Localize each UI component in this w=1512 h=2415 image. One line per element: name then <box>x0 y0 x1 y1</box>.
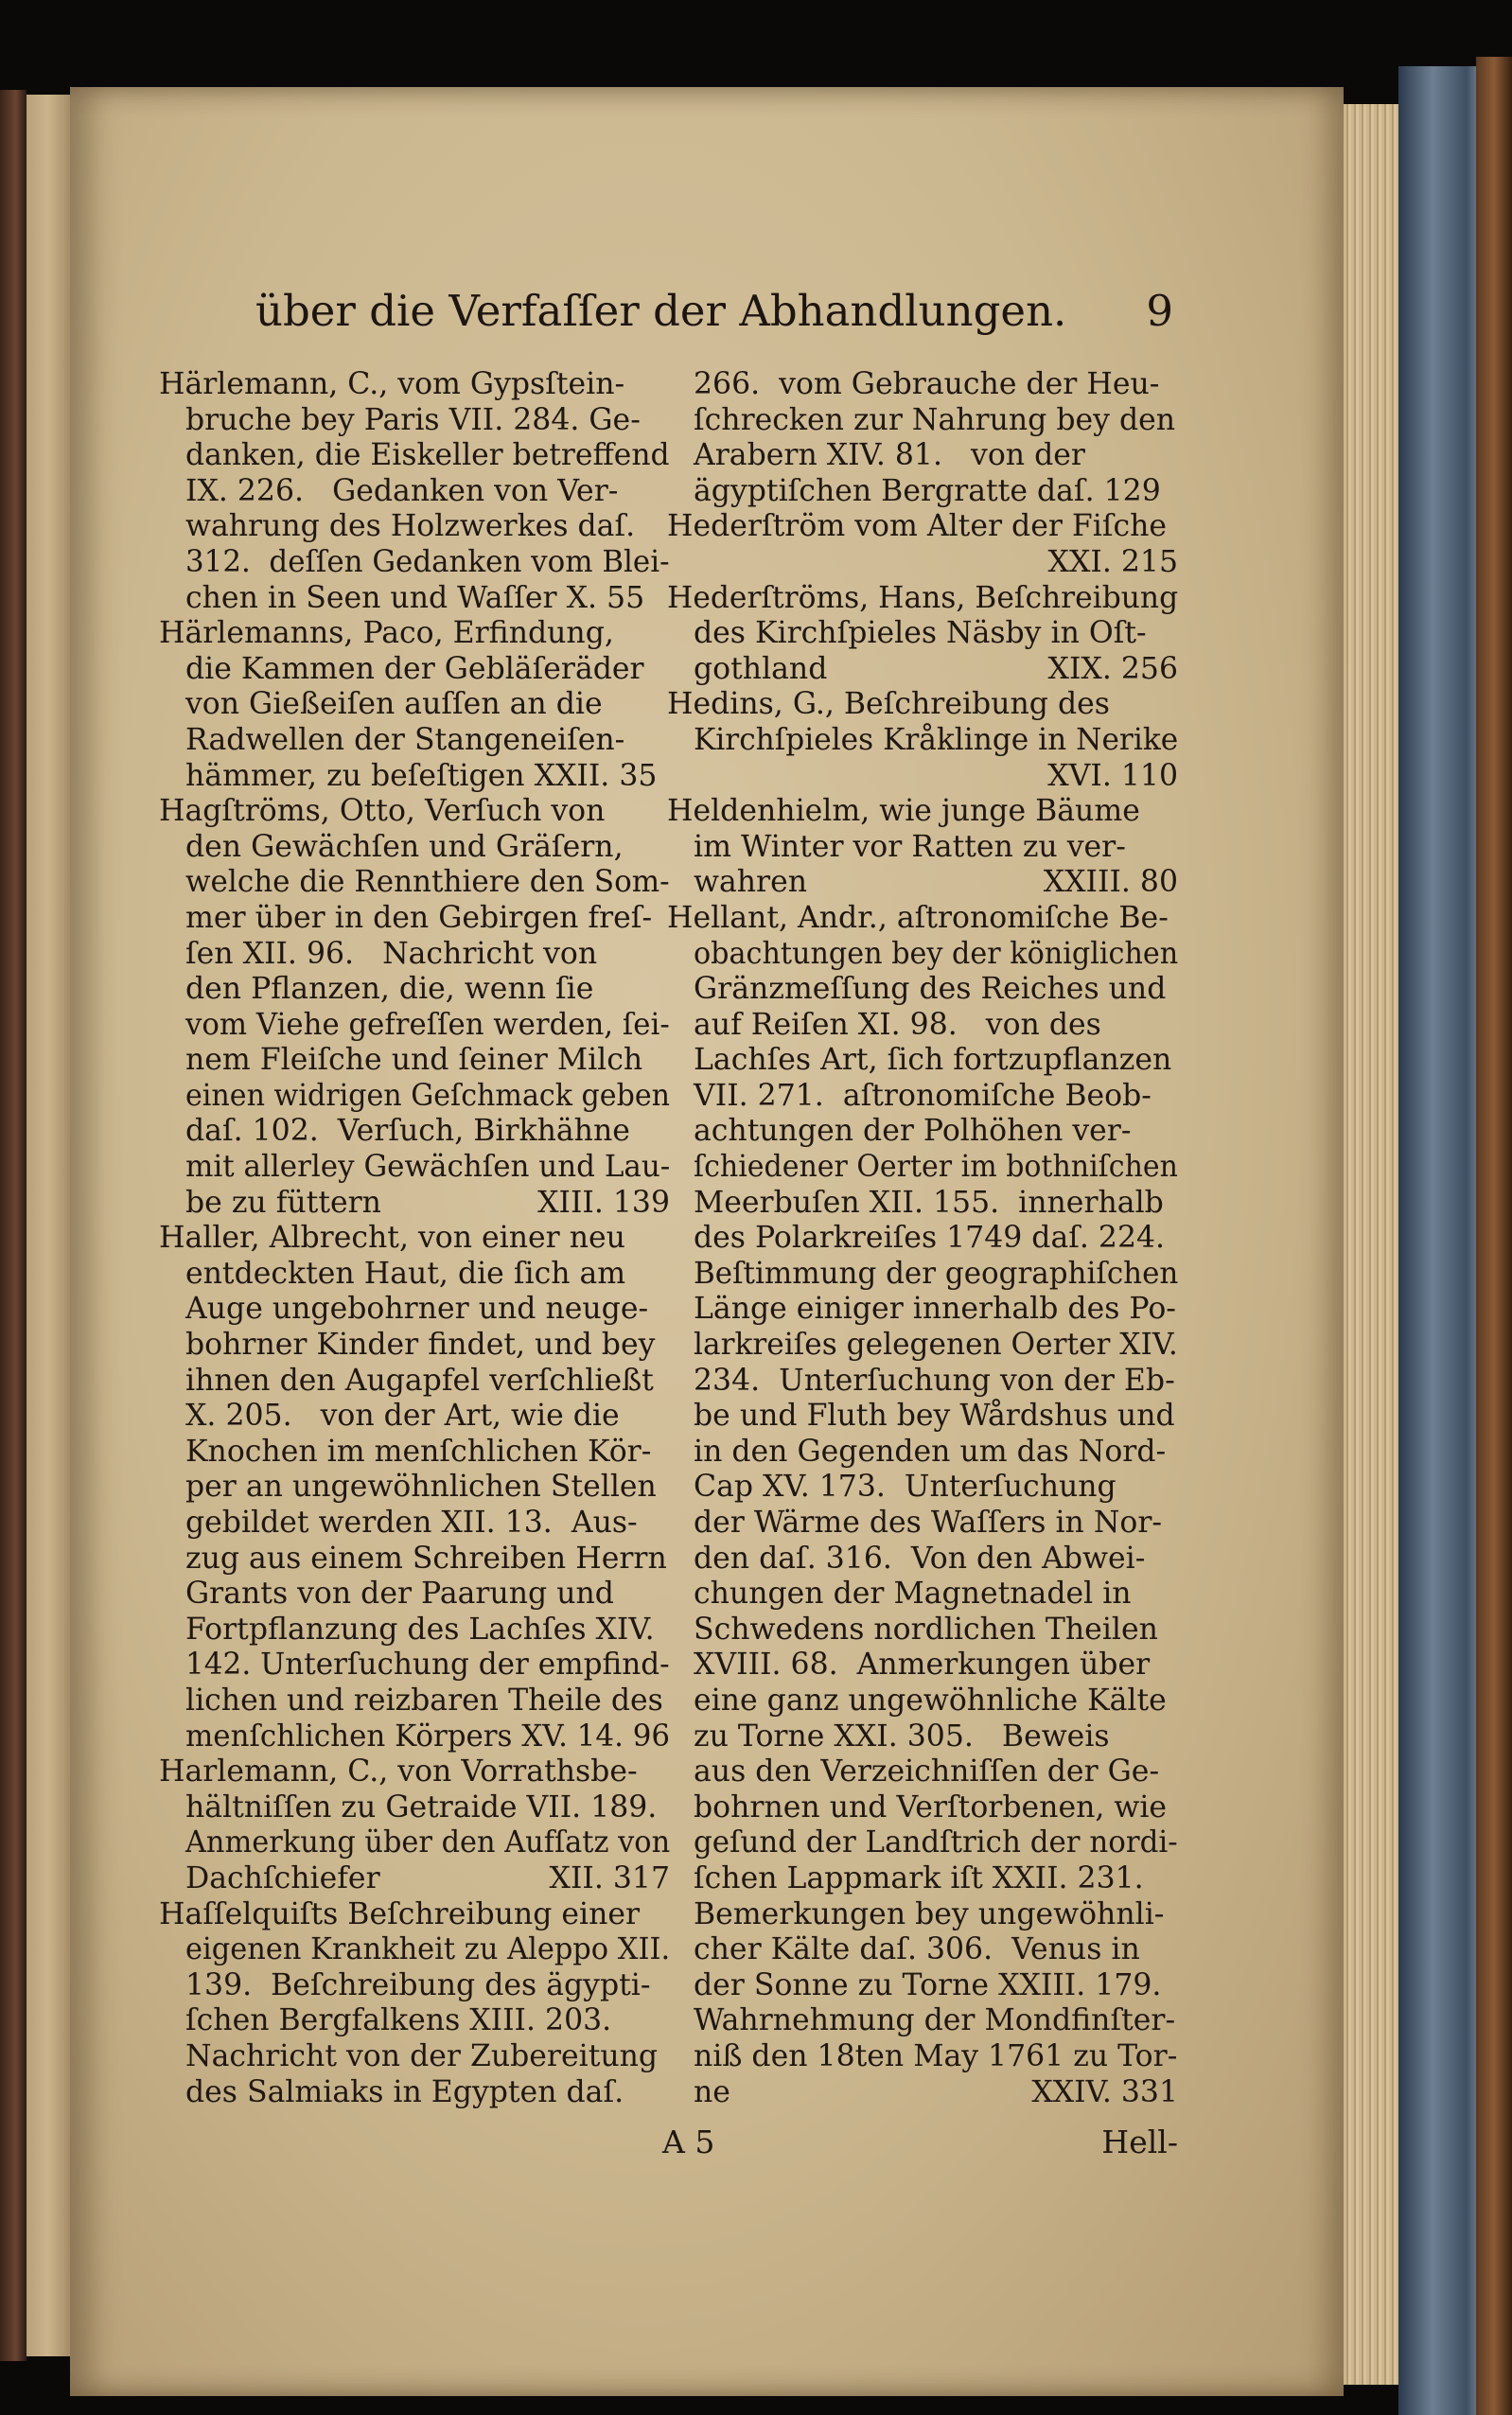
line-text: obachtungen bey der königlichen <box>694 936 1179 971</box>
line-text: Dachſchiefer <box>185 1860 380 1895</box>
line-text: menſchlichen Körpers XV. 14. 96 <box>185 1719 671 1754</box>
line-text: Hellant, Andr., aſtronomiſche Be- <box>667 900 1169 935</box>
text-line <box>159 616 670 652</box>
line-text: chungen der Magnetnadel in <box>694 1577 1132 1612</box>
text-line <box>667 616 1178 652</box>
text-line <box>667 1577 1178 1613</box>
line-text: Heldenhielm, wie junge Bäume <box>667 794 1140 829</box>
text-line <box>159 545 670 581</box>
line-text: Härlemann, C., vom Gypsſtein- <box>159 367 625 401</box>
line-text: achtungen der Polhöhen ver- <box>694 1114 1132 1149</box>
text-line <box>159 1648 670 1683</box>
line-text: Wahrnehmung der Mondfinſter- <box>694 2003 1176 2038</box>
line-text: des Kirchſpieles Näsby in Oſt- <box>694 616 1147 651</box>
line-text: bohrner Kinder findet, und bey <box>185 1328 656 1363</box>
text-line <box>159 474 670 510</box>
text-line <box>159 2039 670 2075</box>
line-text: ſchrecken zur Nahrung bey den <box>694 402 1176 437</box>
line-text: aus den Verzeichniſſen der Ge- <box>694 1754 1160 1789</box>
line-text: welche die Rennthiere den Som- <box>185 865 670 900</box>
text-line <box>159 830 670 866</box>
line-reference: XII. 317 <box>549 1860 670 1895</box>
line-text: ihnen den Augapfel verſchließt <box>185 1363 654 1398</box>
text-line <box>667 545 1178 581</box>
line-reference: XXIV. 331 <box>1031 2074 1178 2109</box>
book-cover-left <box>0 90 26 2361</box>
text-line <box>667 901 1178 937</box>
line-reference: XIX. 256 <box>1047 651 1178 686</box>
line-text: eigenen Krankheit zu Aleppo XII. <box>185 1932 671 1967</box>
line-text: ne <box>694 2074 730 2109</box>
text-line <box>667 652 1178 688</box>
line-text: ſchiedener Oerter im bothniſchen <box>694 1150 1178 1185</box>
text-line <box>159 1754 670 1790</box>
text-line <box>159 1968 670 2004</box>
text-line <box>159 1897 670 1933</box>
line-text: ſen XII. 96. Nachricht von <box>185 936 598 971</box>
text-line <box>159 2003 670 2039</box>
text-line <box>159 1114 670 1150</box>
text-line <box>159 367 670 403</box>
text-line <box>159 1328 670 1364</box>
line-text: wahrung des Holzwerkes daſ. <box>185 509 636 544</box>
page-fore-edge <box>1344 104 1398 2385</box>
text-line <box>159 1399 670 1435</box>
line-text: geſund der Landſtrich der nordi- <box>694 1825 1178 1860</box>
line-text: Auge ungebohrner und neuge- <box>185 1292 649 1327</box>
line-text: 312. deſſen Gedanken vom Blei- <box>185 544 670 579</box>
line-text: per an ungewöhnlichen Stellen <box>185 1470 657 1505</box>
line-text: X. 205. von der Art, wie die <box>185 1399 620 1434</box>
text-line <box>667 1542 1178 1578</box>
line-text: wahren <box>694 865 808 900</box>
line-text: 142. Unterſuchung der empfind- <box>185 1648 670 1683</box>
text-line <box>667 794 1178 830</box>
text-line <box>159 1577 670 1613</box>
text-line <box>159 723 670 759</box>
line-text: Grants von der Paarung und <box>185 1577 614 1612</box>
line-text: entdeckten Haut, die ſich am <box>185 1256 626 1291</box>
line-text: Hederſtröms, Hans, Beſchreibung <box>667 580 1179 615</box>
text-line <box>159 1364 670 1400</box>
text-line <box>667 972 1178 1008</box>
line-text: 266. vom Gebrauche der Heu- <box>694 367 1160 401</box>
line-text: Hedins, G., Beſchreibung des <box>667 687 1110 722</box>
text-line <box>667 1435 1178 1471</box>
line-text: 139. Beſchreibung des ägypti- <box>185 1967 651 2002</box>
line-text: gebildet werden XII. 13. Aus- <box>185 1506 638 1540</box>
text-line <box>667 403 1178 439</box>
line-text: Anmerkung über den Aufſatz von <box>185 1825 671 1860</box>
catchword: Hell- <box>1101 2124 1178 2160</box>
line-text: eine ganz ungewöhnliche Kälte <box>694 1683 1167 1718</box>
signature-mark: A 5 <box>662 2124 715 2160</box>
line-text: Haller, Albrecht, von einer neu <box>159 1221 625 1256</box>
text-line <box>159 1079 670 1115</box>
line-text: Fortpflanzung des Lachſes XIV. <box>185 1612 655 1647</box>
line-text: den daſ. 316. Von den Abwei- <box>694 1541 1146 1576</box>
text-line <box>667 2039 1178 2075</box>
text-line <box>159 1790 670 1826</box>
text-line <box>667 1399 1178 1435</box>
line-text: ſchen Bergfalkens XIII. 203. <box>185 2003 612 2038</box>
line-text: auf Reiſen XI. 98. von des <box>694 1007 1101 1042</box>
line-text: einen widrigen Geſchmack geben <box>185 1078 671 1113</box>
text-line <box>667 865 1178 901</box>
line-text: Bemerkungen bey ungewöhnli- <box>694 1896 1165 1931</box>
running-title: über die Verfaſſer der Abhandlungen. <box>255 286 1067 336</box>
text-line <box>159 1542 670 1578</box>
line-text: ſchen Lappmark iſt XXII. 231. <box>694 1860 1144 1895</box>
text-line <box>667 1008 1178 1044</box>
facing-page-edge <box>26 95 70 2356</box>
text-line <box>667 1861 1178 1897</box>
text-line <box>667 1648 1178 1683</box>
text-line <box>667 1790 1178 1826</box>
text-line <box>667 2075 1178 2111</box>
line-text: der Wärme des Waſſers in Nor- <box>694 1506 1163 1540</box>
text-line <box>159 794 670 830</box>
text-line <box>159 1292 670 1328</box>
text-line <box>667 581 1178 617</box>
text-line <box>159 1506 670 1542</box>
text-line <box>667 367 1178 403</box>
text-line <box>159 1257 670 1293</box>
text-line <box>159 865 670 901</box>
cover-spine-strip <box>1476 57 1512 2415</box>
line-text: chen in Seen und Waſſer X. 55 <box>185 580 645 615</box>
text-line <box>667 1470 1178 1506</box>
text-line <box>667 509 1178 545</box>
line-text: larkreiſes gelegenen Oerter XIV. <box>694 1328 1178 1363</box>
text-line <box>667 1328 1178 1364</box>
line-text: Radwellen der Stangeneiſen- <box>185 722 625 757</box>
text-line <box>667 1968 1178 2004</box>
line-text: 234. Unterſuchung von der Eb- <box>694 1363 1175 1398</box>
text-line <box>159 1861 670 1897</box>
line-text: nem Fleiſche und ſeiner Milch <box>185 1043 643 1078</box>
text-line <box>667 1079 1178 1115</box>
line-text: Kirchſpieles Kråklinge in Nerike <box>694 722 1179 757</box>
text-line <box>667 1754 1178 1790</box>
line-reference: XIII. 139 <box>537 1185 670 1220</box>
line-text: Länge einiger innerhalb des Po- <box>694 1292 1176 1327</box>
line-text: zug aus einem Schreiben Herrn <box>185 1541 667 1576</box>
text-line <box>667 474 1178 510</box>
line-text: der Sonne zu Torne XXIII. 179. <box>694 1967 1162 2002</box>
text-line <box>667 438 1178 474</box>
line-text: Lachſes Art, ſich fortzupflanzen <box>694 1043 1172 1078</box>
text-line <box>159 1150 670 1186</box>
line-text: daſ. 102. Verſuch, Birkhähne <box>185 1114 630 1149</box>
line-text: des Salmiaks in Egypten daſ. <box>185 2074 624 2109</box>
text-line <box>159 1613 670 1648</box>
line-text: zu Torne XXI. 305. Beweis <box>694 1719 1110 1754</box>
line-reference: XXI. 215 <box>1047 544 1178 579</box>
text-line <box>667 1719 1178 1755</box>
line-text: hältniſſen zu Getraide VII. 189. <box>185 1789 658 1824</box>
line-text: Hagſtröms, Otto, Verſuch von <box>159 794 606 829</box>
text-line <box>667 1897 1178 1933</box>
right-column <box>667 367 1178 2110</box>
text-line <box>159 1435 670 1471</box>
line-text: Hederſtröm vom Alter der Fiſche <box>667 509 1168 544</box>
text-line <box>667 1613 1178 1648</box>
page-footer <box>662 2122 1178 2163</box>
text-line <box>159 1186 670 1222</box>
line-text: des Polarkreiſes 1749 daſ. 224. <box>694 1221 1166 1256</box>
line-text: bruche bey Paris VII. 284. Ge- <box>185 402 641 437</box>
text-line <box>667 1683 1178 1719</box>
text-line <box>159 759 670 795</box>
text-line <box>667 1364 1178 1400</box>
line-text: ägyptiſchen Bergratte daſ. 129 <box>694 473 1161 508</box>
text-line <box>667 1825 1178 1861</box>
text-line <box>159 1221 670 1257</box>
line-text: be und Fluth bey Wårdshus und <box>694 1399 1175 1434</box>
line-text: bohrnen und Verſtorbenen, wie <box>694 1789 1168 1824</box>
line-text: Harlemann, C., von Vorrathsbe- <box>159 1754 638 1789</box>
line-text: in den Gegenden um das Nord- <box>694 1434 1167 1469</box>
text-line <box>159 1719 670 1755</box>
line-text: hämmer, zu beſeſtigen XXII. 35 <box>185 758 658 793</box>
line-text: VII. 271. aſtronomiſche Beob- <box>694 1078 1152 1113</box>
text-line <box>667 1292 1178 1328</box>
line-text: den Pflanzen, die, wenn ſie <box>185 972 594 1007</box>
text-line <box>667 759 1178 795</box>
page-number: 9 <box>1146 286 1173 336</box>
text-line <box>159 901 670 937</box>
line-text: Gränzmeſſung des Reiches und <box>694 972 1167 1007</box>
text-line <box>159 1932 670 1968</box>
text-line <box>159 687 670 723</box>
text-line <box>159 652 670 688</box>
line-text: Meerbuſen XII. 155. innerhalb <box>694 1185 1164 1220</box>
line-text: mer über in den Gebirgen freſ- <box>185 900 653 935</box>
text-line <box>667 687 1178 723</box>
line-text: die Kammen der Gebläſeräder <box>185 651 644 686</box>
text-line <box>159 1043 670 1079</box>
line-text: Schwedens nordlichen Theilen <box>694 1612 1158 1647</box>
text-line <box>159 1825 670 1861</box>
text-line <box>159 1008 670 1044</box>
line-text: be zu füttern <box>185 1185 381 1220</box>
line-text: niß den 18ten May 1761 zu Tor- <box>694 2038 1178 2073</box>
line-text: Cap XV. 173. Unterſuchung <box>694 1470 1116 1505</box>
line-text: gothland <box>694 651 828 686</box>
text-line <box>667 1150 1178 1186</box>
text-line <box>667 2003 1178 2039</box>
line-text: cher Kälte daſ. 306. Venus in <box>694 1932 1140 1967</box>
line-text: Haſſelquiſts Beſchreibung einer <box>159 1896 641 1931</box>
text-line <box>159 1683 670 1719</box>
running-header <box>255 278 1173 344</box>
line-text: lichen und reizbaren Theile des <box>185 1683 663 1718</box>
text-line <box>159 438 670 474</box>
line-text: den Gewächſen und Gräſern, <box>185 829 624 864</box>
text-line <box>159 2075 670 2111</box>
line-text: mit allerley Gewächſen und Lau- <box>185 1150 671 1185</box>
line-text: Nachricht von der Zubereitung <box>185 2038 659 2073</box>
line-text: Härlemanns, Paco, Erfindung, <box>159 616 614 651</box>
line-text: vom Viehe gefreſſen werden, ſei- <box>185 1007 670 1042</box>
text-line <box>667 1221 1178 1257</box>
text-line <box>159 937 670 973</box>
text-line <box>667 830 1178 866</box>
line-reference: XVI. 110 <box>1047 758 1178 793</box>
line-text: Arabern XIV. 81. von der <box>694 438 1085 473</box>
line-text: IX. 226. Gedanken von Ver- <box>185 473 619 508</box>
text-line <box>667 1186 1178 1222</box>
text-line <box>667 1043 1178 1079</box>
text-line <box>159 972 670 1008</box>
text-line <box>159 581 670 617</box>
text-line <box>667 723 1178 759</box>
text-line <box>159 1470 670 1506</box>
text-line <box>159 403 670 439</box>
line-text: XVIII. 68. Anmerkungen über <box>694 1648 1151 1683</box>
text-line <box>667 1257 1178 1293</box>
left-column <box>159 367 670 2110</box>
line-text: von Gießeiſen auſſen an die <box>185 687 603 722</box>
text-line <box>159 509 670 545</box>
line-text: danken, die Eiskeller betreffend <box>185 438 670 473</box>
text-line <box>667 937 1178 973</box>
line-text: Beſtimmung der geographiſchen <box>694 1256 1179 1291</box>
line-text: im Winter vor Ratten zu ver- <box>694 829 1126 864</box>
text-line <box>667 1114 1178 1150</box>
text-line <box>667 1932 1178 1968</box>
text-line <box>667 1506 1178 1542</box>
line-reference: XXIII. 80 <box>1043 865 1178 900</box>
line-text: Knochen im menſchlichen Kör- <box>185 1434 652 1469</box>
